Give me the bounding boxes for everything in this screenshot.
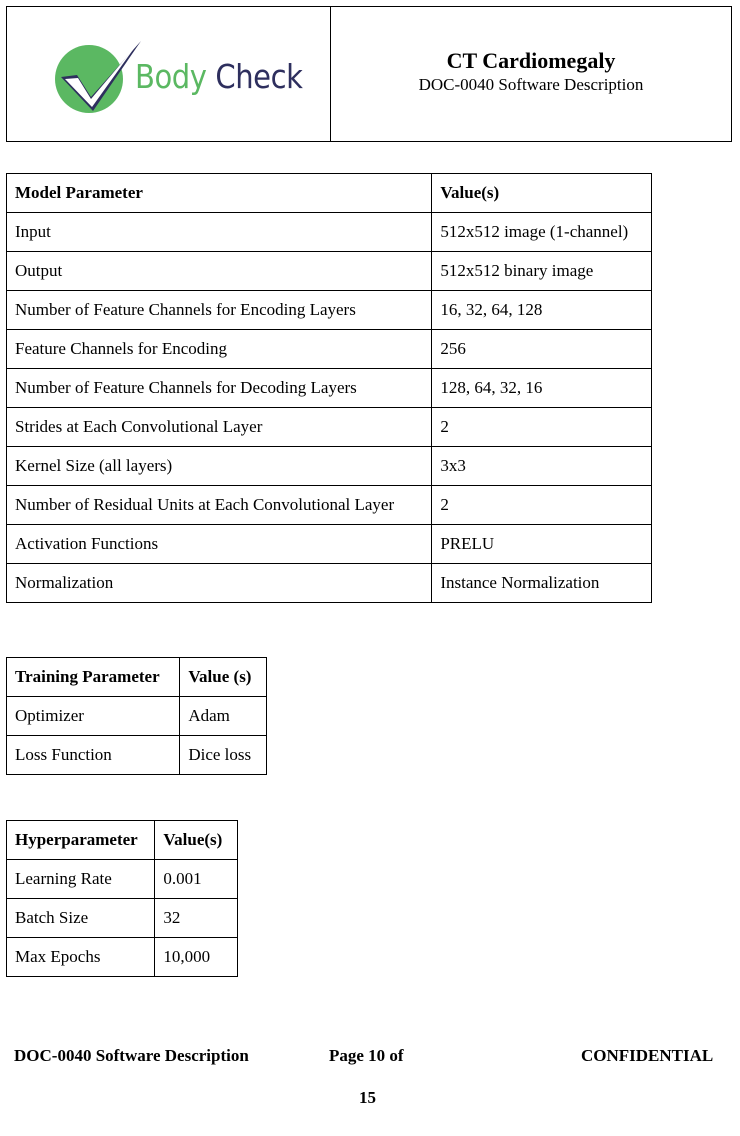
parameter-cell: Number of Feature Channels for Decoding Layers	[7, 369, 432, 408]
table-row	[7, 860, 238, 899]
column-header: Training Parameter	[7, 658, 180, 697]
table-header-row	[7, 174, 652, 213]
table-row	[7, 486, 652, 525]
table-row	[7, 330, 652, 369]
logo-cell	[7, 7, 331, 141]
logo-word-body: Body	[135, 57, 207, 96]
column-header: Value(s)	[155, 821, 238, 860]
parameter-cell: Strides at Each Convolutional Layer	[7, 408, 432, 447]
value-cell: 2	[432, 408, 652, 447]
column-header: Value (s)	[180, 658, 267, 697]
table-row	[7, 525, 652, 564]
parameter-cell: Feature Channels for Encoding	[7, 330, 432, 369]
value-cell: 2	[432, 486, 652, 525]
parameter-cell: Learning Rate	[7, 860, 155, 899]
table-row	[7, 736, 267, 775]
table-header-row	[7, 658, 267, 697]
parameter-cell: Kernel Size (all layers)	[7, 447, 432, 486]
table-row	[7, 252, 652, 291]
parameter-cell: Activation Functions	[7, 525, 432, 564]
parameter-cell: Batch Size	[7, 899, 155, 938]
value-cell: 0.001	[155, 860, 238, 899]
model-parameter-table	[6, 173, 652, 603]
parameter-cell: Number of Feature Channels for Encoding Layers	[7, 291, 432, 330]
value-cell: 10,000	[155, 938, 238, 977]
parameter-cell: Loss Function	[7, 736, 180, 775]
parameter-cell: Optimizer	[7, 697, 180, 736]
parameter-cell: Output	[7, 252, 432, 291]
table-row	[7, 564, 652, 603]
value-cell: 16, 32, 64, 128	[432, 291, 652, 330]
parameter-cell: Normalization	[7, 564, 432, 603]
footer-page-number: Page 10 of	[329, 1046, 404, 1065]
document-header	[6, 6, 732, 142]
value-cell: 512x512 binary image	[432, 252, 652, 291]
value-cell: 256	[432, 330, 652, 369]
value-cell: PRELU	[432, 525, 652, 564]
parameter-cell: Input	[7, 213, 432, 252]
value-cell: Adam	[180, 697, 267, 736]
table-row	[7, 938, 238, 977]
value-cell: 3x3	[432, 447, 652, 486]
table-row	[7, 369, 652, 408]
table-row	[7, 899, 238, 938]
footer-page-total: 15	[359, 1088, 376, 1107]
table-row	[7, 291, 652, 330]
parameter-cell: Max Epochs	[7, 938, 155, 977]
footer-confidential: CONFIDENTIAL	[581, 1046, 714, 1065]
value-cell: 512x512 image (1-channel)	[432, 213, 652, 252]
table-row	[7, 447, 652, 486]
table-row	[7, 213, 652, 252]
logo-word-check: Check	[215, 57, 303, 96]
parameter-cell: Number of Residual Units at Each Convolutional Layer	[7, 486, 432, 525]
value-cell: Dice loss	[180, 736, 267, 775]
hyperparameter-table	[6, 820, 238, 977]
title-cell	[331, 7, 731, 141]
table-header-row	[7, 821, 238, 860]
document-title: CT Cardiomegaly	[446, 48, 616, 73]
column-header: Model Parameter	[7, 174, 432, 213]
document-subtitle: DOC-0040 Software Description	[418, 75, 644, 94]
logo-wordmark	[135, 57, 302, 96]
value-cell: 128, 64, 32, 16	[432, 369, 652, 408]
footer-document-id: DOC-0040 Software Description	[14, 1046, 249, 1065]
value-cell: 32	[155, 899, 238, 938]
column-header: Value(s)	[432, 174, 652, 213]
table-row	[7, 408, 652, 447]
column-header: Hyperparameter	[7, 821, 155, 860]
training-parameter-table	[6, 657, 267, 775]
body-check-logo-icon	[51, 37, 147, 117]
table-row	[7, 697, 267, 736]
value-cell: Instance Normalization	[432, 564, 652, 603]
